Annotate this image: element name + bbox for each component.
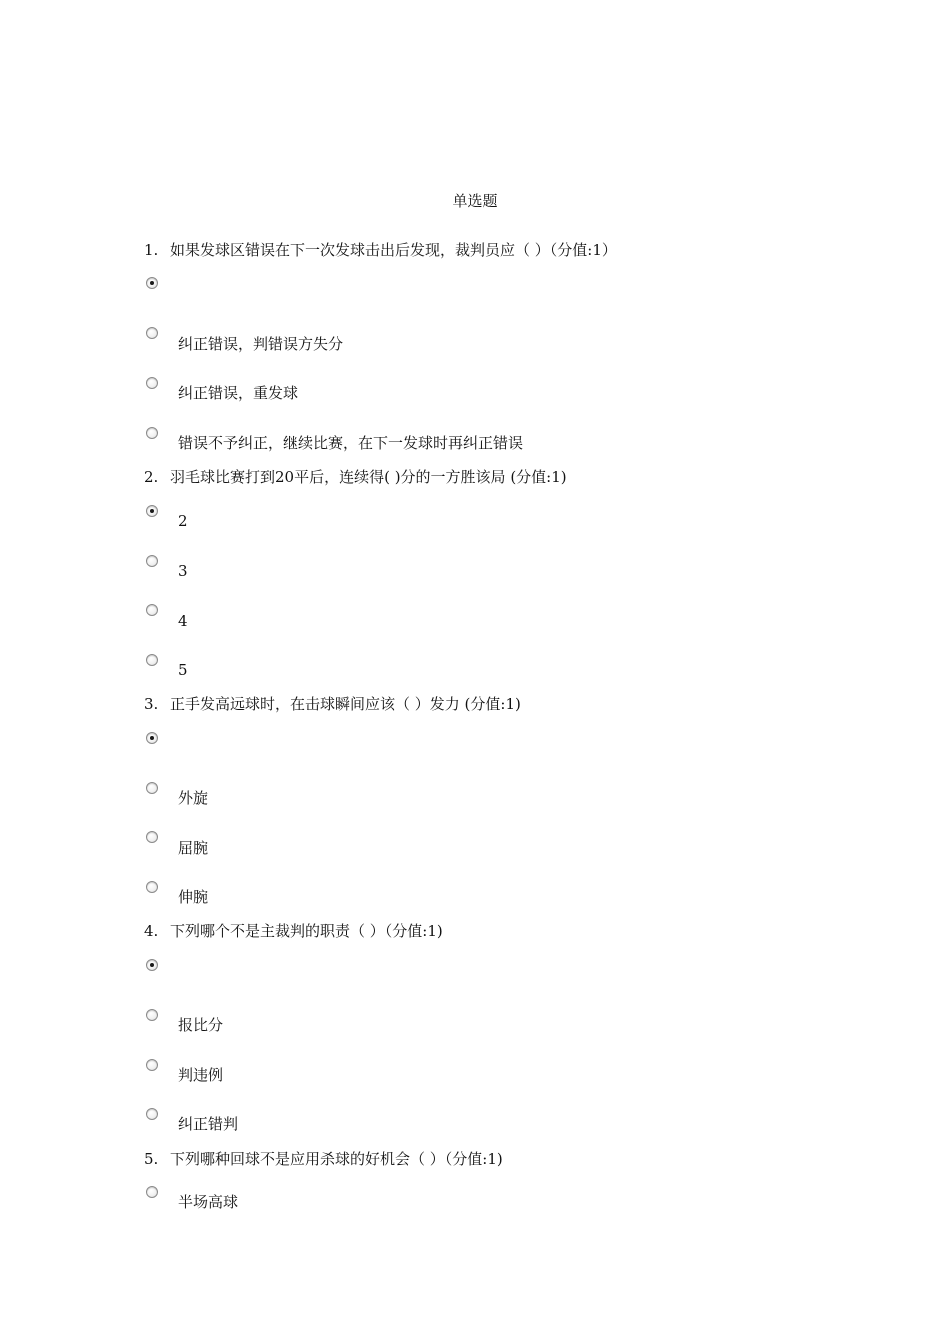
q1-option-3-label: 纠正错误，重发球 xyxy=(178,384,299,402)
question-number: 2. xyxy=(144,468,159,486)
q2-option-3-label: 4 xyxy=(178,612,188,630)
question-text: 羽毛球比赛打到20平后，连续得( )分的一方胜该局 (分值:1) xyxy=(170,468,567,486)
q3-option-2-label: 外旋 xyxy=(178,789,209,807)
question-text: 下列哪种回球不是应用杀球的好机会（ ）（分值:1) xyxy=(170,1150,503,1168)
q1-option-1-radio[interactable] xyxy=(146,277,158,289)
q4-option-2-label: 报比分 xyxy=(178,1016,224,1034)
q2-option-2-label: 3 xyxy=(178,562,188,580)
question-1 xyxy=(144,240,617,260)
question-number: 1. xyxy=(144,241,159,259)
question-4 xyxy=(144,921,443,941)
q3-option-3-label: 屈腕 xyxy=(178,839,209,857)
q1-option-2-label: 纠正错误，判错误方失分 xyxy=(178,335,344,353)
section-title: 单选题 xyxy=(452,192,498,210)
question-5 xyxy=(144,1149,503,1169)
q5-option-1-label: 半场高球 xyxy=(178,1193,239,1211)
question-text: 正手发高远球时，在击球瞬间应该（ ）发力 (分值:1) xyxy=(170,695,521,713)
q2-option-2-radio[interactable] xyxy=(146,555,158,567)
q3-option-4-label: 伸腕 xyxy=(178,888,209,906)
q4-option-4-radio[interactable] xyxy=(146,1108,158,1120)
q4-option-2-radio[interactable] xyxy=(146,1009,158,1021)
q4-option-3-radio[interactable] xyxy=(146,1059,158,1071)
question-2 xyxy=(144,467,567,487)
q5-option-1-radio[interactable] xyxy=(146,1186,158,1198)
q2-option-1-radio[interactable] xyxy=(146,505,158,517)
question-text: 下列哪个不是主裁判的职责（ ）（分值:1) xyxy=(170,922,443,940)
q3-option-4-radio[interactable] xyxy=(146,881,158,893)
q2-option-1-label: 2 xyxy=(178,512,188,530)
q1-option-2-radio[interactable] xyxy=(146,327,158,339)
q1-option-4-label: 错误不予纠正，继续比赛，在下一发球时再纠正错误 xyxy=(178,434,524,452)
question-number: 5. xyxy=(144,1150,159,1168)
q3-option-1-radio[interactable] xyxy=(146,732,158,744)
question-text: 如果发球区错误在下一次发球击出后发现，裁判员应（ ）（分值:1） xyxy=(170,241,617,259)
q1-option-3-radio[interactable] xyxy=(146,377,158,389)
q3-option-2-radio[interactable] xyxy=(146,782,158,794)
q2-option-3-radio[interactable] xyxy=(146,604,158,616)
q2-option-4-radio[interactable] xyxy=(146,654,158,666)
question-number: 4. xyxy=(144,922,159,940)
q4-option-1-radio[interactable] xyxy=(146,959,158,971)
q3-option-3-radio[interactable] xyxy=(146,831,158,843)
q4-option-3-label: 判违例 xyxy=(178,1066,224,1084)
question-3 xyxy=(144,694,521,714)
q4-option-4-label: 纠正错判 xyxy=(178,1115,239,1133)
question-number: 3. xyxy=(144,695,159,713)
q2-option-4-label: 5 xyxy=(178,661,188,679)
q1-option-4-radio[interactable] xyxy=(146,427,158,439)
